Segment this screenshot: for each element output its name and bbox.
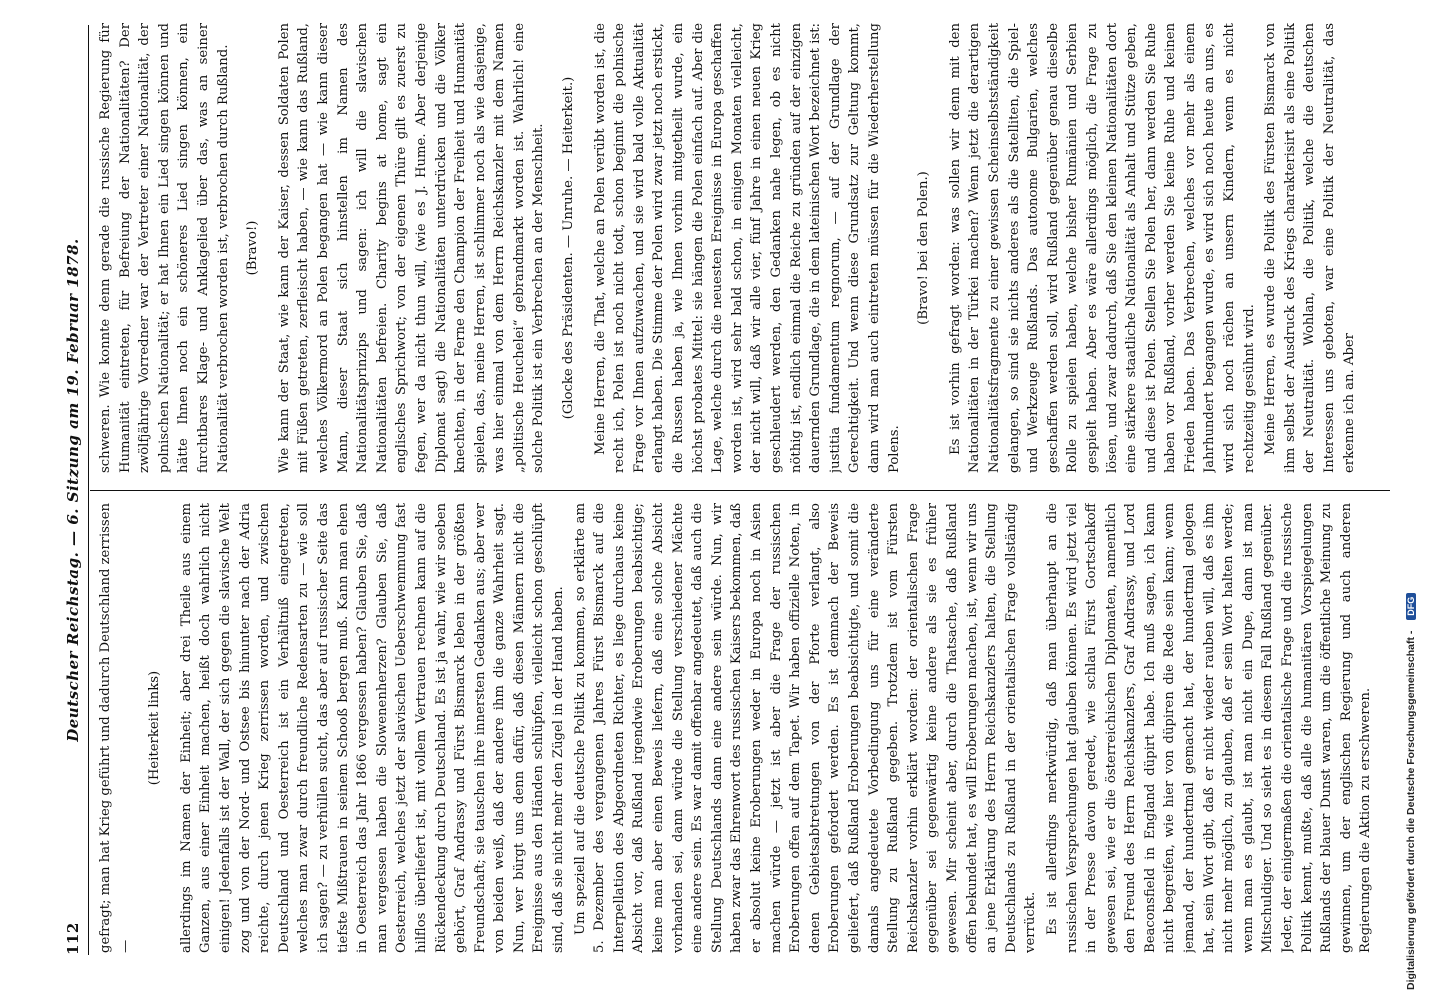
paragraph: schweren. Wie konnte denn gerade die russische Regierung für Humanität eintreten, für Befreiung der Nationalitäten? Der zwölfjährige Vorredner war der Vertreter einer Nationalität, der polnischen Nationalität; er hat Ihnen ein Lied singen können und hätte Ihnen noch ein schöneres Lied singen können, ein furchtbares Klage- und Anklagelied über das, was an seiner Nationalität verbrochen worden ist, verbrochen durch Rußland. xyxy=(98,23,231,473)
page-title: Deutscher Reichstag. — 6. Sitzung am 19. Februar 1878. xyxy=(64,238,82,742)
column-divider xyxy=(90,490,1390,491)
stage-direction: (Bravo!) xyxy=(245,220,261,276)
paragraph: Um speziell auf die deutsche Politik zu kommen, so erklärte am 5. Dezember des vergangenen Jahres Fürst Bismarck auf die Interpellation des Abgeordneten Richter, es liege durchaus keine Absicht vor, daß Rußland irgendwie Eroberungen beabsichtige; keine man aber einen Beweis liefern, daß eine solche Absicht vorhanden sei, dann würde die Stellung verschiedener Mächte eine andere sein. Es war damit offenbar angedeutet, daß auch die Stellung Deutschlands dann eine andere sein würde. Nun, wir haben zwar das Ehrenwort des russischen Kaisers bekommen, daß er absolut keine Eroberungen weder in Europa noch in Asien machen würde — jetzt ist aber die Frage der russischen Eroberungen offen auf dem Tapet. Wir haben offizielle Noten, in denen Gebietsabtretungen von der Pforte verlangt, also Eroberungen gefordert werden. Es ist demnach der Beweis geliefert, daß Rußland Eroberungen beabsichtigte, und somit die damals angedeutete Vorbedingung uns für eine veränderte Stellung zu Rußland gegeben. Trotzdem ist vom Fürsten Reichskanzler vorhin erklärt worden: der orientalischen Frage gegenüber sei gegenwärtig keine andere als sie es früher gewesen. Mir scheint aber, durch die Thatsache, daß Rußland offen bekundet hat, es will Eroberungen machen, ist, wenn wir uns an jene Erklärung des Herrn Reichskanzlers halten, die Stellung Deutschlands zu Rußland in der orientalischen Frage vollständig verrückt. xyxy=(572,503,1039,953)
stage-direction: (Heiterkeit links) xyxy=(147,670,163,786)
paragraph: allerdings im Namen der Einheit; aber drei Theile aus einem Ganzen, aus einer Einheit machen, heißt doch wahrlich nicht einigen! Jedenfalls ist der Wall, der sich gegen die slavische Welt zog und von der Nord- und Ostsee bis hinunter nach der Adria reichte, durch jenen Krieg zerrissen worden, und zwischen Deutschland und Oesterreich ist ein Verhältniß eingetreten, welches man zwar durch freundliche Redensarten zu — wie soll ich sagen? — zu verhüllen sucht, das aber auf russischer Seite das tiefste Mißtrauen in seinem Schooß bergen muß. Kann man ehen in Oesterreich das Jahr 1866 vergessen haben? Glauben Sie, daß man vergessen haben die Slowenenherzen? Glauben Sie, daß Oesterreich, welches jetzt der slavischen Ueberschwemmung fast hilflos überliefert ist, mit vollem Vertrauen rechnen kann auf die Rückendeckung durch Deutschland. Es ist ja wahr, wie wir soeben gehört, Graf Andrassy und Fürst Bismarck leben in der größten Freundschaft; sie tauschen ihre innersten Gedanken aus; aber wer von beiden weiß, daß der andere ihm die ganze Wahrheit sagt. Nun, wer bürgt uns denn dafür, daß diesen Männern nicht die Ereignisse aus den Händen schlüpfen, vielleicht schon geschlüpft sind, daß sie nicht mehr den Zügel in der Hand haben. xyxy=(178,503,567,953)
paragraph: Es ist allerdings merkwürdig, daß man überhaupt an die russischen Versprechungen hat glauben können. Es wird jetzt viel in der Presse davon geredet, wie schlau Fürst Gortschakoff gewesen sei, wie er die österreichischen Diplomaten, namentlich den Freund des Herrn Reichskanzlers, Graf Andrassy, und Lord Beaconsfield in England düpirt habe. Ich muß sagen, ich kann nicht begreifen, wie hier von düpiren die Rede sein kann; wenn jemand, der hundertmal gemacht hat, der hundertmal gelogen hat, sein Wort gibt, daß er nicht wieder rauben will, daß es ihm nicht mehr möglich, zu glauben, daß er sein Wort halten werde; wenn man es glaubt, ist man nicht ein Dupe, dann ist man Mitschuldiger. Und so sieht es in diesem Fall Rußland gegenüber. Jeder, der einigermaßen die orientalische Frage und die russische Politik kennt, mußte, daß alle die humanitären Vorspiegelungen Rußlands der blauer Dunst waren, um die öffentliche Meinung zu gewinnen, um der englischen Regierung und auch anderen Regierungen die Aktion zu erschweren. xyxy=(1044,503,1374,953)
credit-text: Digitalisierung gefördert durch die Deutsche Forschungsgemeinschaft - xyxy=(1405,630,1417,990)
stage-direction: (Bravo! bei den Polen.) xyxy=(916,171,932,325)
page-header xyxy=(60,25,88,955)
digitization-credit xyxy=(1405,10,1425,990)
paragraph: gefragt; man hat Krieg geführt und dadurch Deutschland zerrissen — xyxy=(98,503,133,953)
paragraph: Meine Herren, die That, welche an Polen verübt worden ist, die recht ich, Polen ist noch nicht todt, schon beginnt die polnische Frage vor Ihnen aufzuwachen, und sie wird bald volle Aktualität erlangt haben. Die Stimme der Polen wird zwar jetzt noch erstickt, die Russen haben ja, wie Ihnen vorhin mitgetheilt wurde, ein höchst probates Mittel: sie hängen die Polen einfach auf. Aber die Lage, welche durch die neuesten Ereignisse in Europa geschaffen worden ist, wird sehr bald schon, in einigen Monaten vielleicht, der nicht will, daß wir alle vier, fünf Jahre in einen neuen Krieg geschleudert werden, den Gedanken nahe legen, ob es nicht nöthig ist, endlich einmal die Reiche zu gründen auf der einzigen dauernden Grundlage, die in dem lateinischen Wort bezeichnet ist: justitia fundamentum regnorum, — auf der Grundlage der Gerechtigkeit. Und wenn diese Grundsatz zur Geltung kommt, dann wird man auch eintreten müssen für die Wiederherstellung Polens. xyxy=(592,23,902,473)
page-number: 112 xyxy=(64,922,82,955)
paragraph: Es ist vorhin gefragt worden: was sollen wir denn mit den Nationalitäten in der Türkei machen? Wenn jetzt die derartigen Nationalitätsfragmente zu einer gewissen Scheinselbstständigkeit gelangen, so sind sie nichts anderes als die Satelliten, die Spiel- und Werkzeuge Rußlands. Das autonome Bulgarien, welches geschaffen werden soll, wird Rußland gegenüber genau dieselbe Rolle zu spielen haben, welche bisher Rumänien und Serbien gespielt haben. Aber es wäre allerdings möglich, die Frage zu lösen, und zwar dadurch, daß Sie den kleinen Nationalitäten dort eine stärkere staatliche Nationalität als Anhalt und Stütze geben, und diese ist Polen. Stellen Sie Polen her, dann werden Sie Ruhe haben vor Rußland, vorher werden Sie keine Ruhe und keinen Frieden haben. Das Verbrechen, welches vor mehr als einem Jahrhundert begangen wurde, es wird sich noch heute an uns, es wird sich noch rächen an unsern Kindern, wenn es nicht rechtzeitig gesühnt wird. xyxy=(947,23,1257,473)
header-rule xyxy=(88,25,89,955)
paragraph: Wie kann der Staat, wie kann der Kaiser, dessen Soldaten Polen mit Füßen getreten, zerfleischt haben, — wie kann das Rußland, welches Völkermord an Polen begangen hat — wie kann dieser Mann, dieser Staat sich hinstellen im Namen des Nationalitätsprinzips und sagen: ich will die slavischen Nationalitäten befreien. Charity begins at home, sagt ein englisches Sprichwort; von der eigenen Thüre gilt es zuerst zu fegen, wer da nicht thun will, (wie es J. Hume. Aber derjenige Diplomat sagt) die Nationalitäten unterdrücken und die Völker knechten, in der Ferne den Champion der Freiheit und Humanität spielen, das, meine Herren, ist schlimmer noch als wie dasjenige, was hier einmal von dem Herrn Reichskanzler mit dem Namen „politische Heuchelei“ gebrandmarkt worden ist. Wahrlich! eine solche Politik ist ein Verbrechen an der Menschheit. xyxy=(276,23,547,473)
stage-direction: (Glocke des Präsidenten. — Unruhe. — Heiterkeit.) xyxy=(561,76,577,420)
paragraph: Meine Herren, es wurde die Politik des Fürsten Bismarck von ihm selbst der Ausdruck des Kriegs charakterisirt als eine Politik der Neutralität. Wohlan, die Politik, welche die deutschen Interessen uns geboten, war eine Politik der Neutralität, das erkenne ich an. Aber xyxy=(1263,23,1357,473)
dfg-logo: DFG xyxy=(1406,593,1416,620)
rotated-newspaper-page xyxy=(60,5,1400,965)
right-column xyxy=(96,23,1386,473)
left-column xyxy=(96,503,1386,953)
